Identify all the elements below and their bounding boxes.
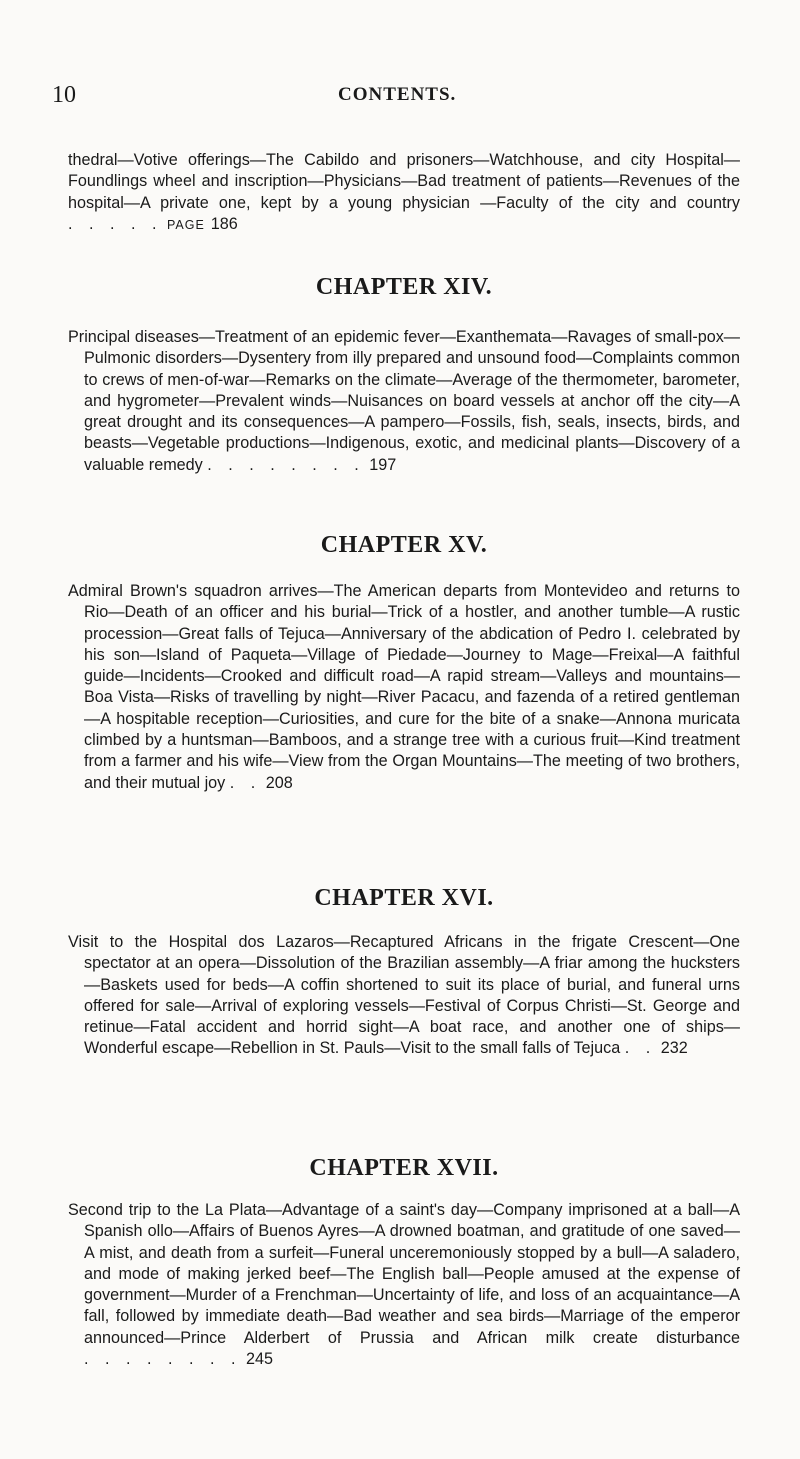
chapter-title: CHAPTER XVII. xyxy=(309,1155,499,1181)
chapter-summary: Admiral Brown's squadron arrives—The American departs from Montevideo and returns to Rio—Death of an officer and his burial—Trick of a hostler, and another tumble—A rustic procession—Great falls of Tejuca—Anniversary of the abdication of Pedro I. celebrated by his son—Island of Paqueta—Village of Piedade—Journey to Mage—Freixal—A faithful guide—Incidents—Crooked and difficult road—A rapid stream—Valleys and mountains—Boa Vista—Risks of travelling by night—River Pacacu, and fazenda of a retired gentleman—A hospitable reception—Curiosities, and cure for the bite of a snake—Annona muricata climbed by a huntsman—Bamboos, and a strange tree with a curious fruit—Kind treatment from a farmer and his wife—View from the Organ Mountains—The meeting of two brothers, and their mutual joy . . 208 xyxy=(68,582,740,792)
chapter-xvii xyxy=(68,1155,740,1370)
chapter-summary: Principal diseases—Treatment of an epidemic fever—Exanthemata—Ravages of small-pox—Pulmonic disorders—Dysentery from illy prepared and unsound food—Complaints common to crews of men-of-war—Remarks on the climate—Average of the thermometer, barometer, and hygrometer—Prevalent winds—Nuisances on board vessels at anchor off the city—A great drought and its consequences—A pampero—Fossils, fish, seals, insects, birds, and beasts—Vegetable productions—Indigenous, exotic, and medicinal plants—Discovery of a valuable remedy . . . . . . . . 197 xyxy=(68,328,740,474)
page-ref-number: 208 xyxy=(265,773,293,792)
running-head xyxy=(52,82,752,112)
entry-text: thedral—Votive offerings—The Cabildo and prisoners—Watchhouse, and city Hospital—Foundlings wheel and inscription—Physicians—Bad treatment of patients—Revenues of the hospital—A private one, kept by a young physician —Faculty of the city and country . . . . . PAGE 186 xyxy=(68,151,740,233)
chapter-xvi xyxy=(68,885,740,1060)
chapter-summary: Visit to the Hospital dos Lazaros—Recaptured Africans in the frigate Crescent—One spectator at an opera—Dissolution of the Brazilian assembly—A friar among the hucksters—Baskets used for beds—A coffin shortened to suit its place of burial, and funeral urns offered for sale—Arrival of exploring vessels—Festival of Corpus Christi—St. George and retinue—Fatal accident and horrid sight—A boat race, and another one of ships—Wonderful escape—Rebellion in St. Pauls—Visit to the small falls of Tejuca . . 232 xyxy=(68,933,740,1058)
page-label: PAGE xyxy=(166,217,205,232)
page-ref-number: 186 xyxy=(210,214,238,233)
page-reference: . . . . . . . . 245 xyxy=(84,1350,273,1369)
page-reference: . . 232 xyxy=(624,1039,688,1058)
chapter-title: CHAPTER XIV. xyxy=(315,274,493,300)
running-title: CONTENTS. xyxy=(338,84,457,105)
chapter-xiv xyxy=(68,274,740,476)
chapter-title: CHAPTER XV. xyxy=(320,532,488,558)
chapter-title: CHAPTER XVI. xyxy=(314,885,494,911)
page-number: 10 xyxy=(52,82,76,108)
chapter-xv xyxy=(68,532,740,794)
page-reference: . . . . . PAGE 186 xyxy=(68,214,238,233)
page-ref-number: 245 xyxy=(245,1350,273,1369)
page-ref-number: 232 xyxy=(660,1039,688,1058)
page-ref-number: 197 xyxy=(369,455,397,474)
continuation-entry xyxy=(68,150,740,236)
page-reference: . . . . . . . . 197 xyxy=(207,455,397,474)
chapter-summary: Second trip to the La Plata—Advantage of a saint's day—Company imprisoned at a ball—A Spanish ollo—Affairs of Buenos Ayres—A drowned boatman, and gratitude of one saved—A mist, and death from a surfeit—Funeral unceremoniously stopped by a bull—A saladero, and mode of making jerked beef—The English ball—People amused at the expense of government—Murder of a Frenchman—Uncertainty of life, and loss of an acquaintance—A fall, followed by immediate death—Bad weather and sea birds—Marriage of the emperor announced—Prince Alderbert of Prussia and African milk create disturbance . . . . . . . . 245 xyxy=(68,1201,740,1369)
page-reference: . . 208 xyxy=(229,773,293,792)
